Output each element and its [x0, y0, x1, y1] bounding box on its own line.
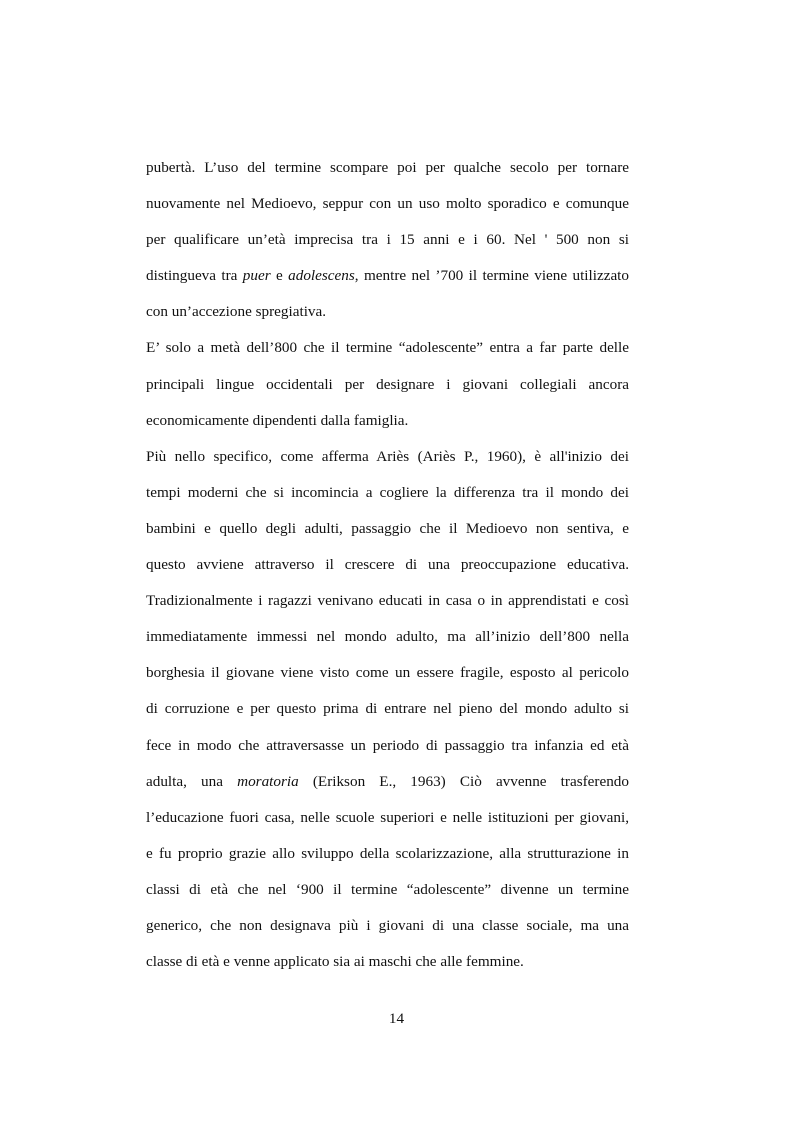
text-line: distingueva tra puer e adolescens, mentre nel ’700 il termine viene utilizzato [146, 267, 629, 285]
italic-term: moratoria [237, 772, 299, 790]
text-line: E’ solo a metà dell’800 che il termine “adolescente” entra a far parte delle [146, 339, 629, 357]
text-line: pubertà. L’uso del termine scompare poi per qualche secolo per tornare [146, 159, 629, 176]
text-line: Tradizionalmente i ragazzi venivano educati in casa o in apprendistati e così [146, 592, 629, 610]
text-line: principali lingue occidentali per designare i giovani collegiali ancora [146, 375, 629, 393]
text-line: questo avviene attraverso il crescere di una preoccupazione educativa. [146, 556, 629, 574]
text-line: Più nello specifico, come afferma Ariès (Ariès P., 1960), è all'inizio dei [146, 447, 629, 465]
text-line: tempi moderni che si incomincia a cogliere la differenza tra il mondo dei [146, 483, 629, 501]
italic-term: adolescens [288, 267, 355, 285]
text-line: fece in modo che attraversasse un periodo di passaggio tra infanzia ed età [146, 736, 629, 754]
text-line: economicamente dipendenti dalla famiglia. [146, 411, 409, 429]
text-line: borghesia il giovane viene visto come un essere fragile, esposto al pericolo [146, 664, 629, 682]
text-line: immediatamente immessi nel mondo adulto, ma all’inizio dell’800 nella [146, 628, 629, 646]
italic-term: puer [242, 267, 271, 285]
page-number: 14 [388, 1010, 405, 1027]
text-line: bambini e quello degli adulti, passaggio che il Medioevo non sentiva, e [146, 519, 629, 537]
text-line: nuovamente nel Medioevo, seppur con un uso molto sporadico e comunque [146, 195, 629, 213]
text-line: con un’accezione spregiativa. [146, 303, 327, 321]
text-line: per qualificare un’età imprecisa tra i 15 anni e i 60. Nel ' 500 non si [146, 231, 629, 249]
text-line: l’educazione fuori casa, nelle scuole superiori e nelle istituzioni per giovani, [146, 808, 629, 826]
body-text [146, 150, 629, 980]
text-line: generico, che non designava più i giovani di una classe sociale, ma una [146, 916, 629, 934]
text-line: classe di età e venne applicato sia ai maschi che alle femmine. [146, 953, 524, 971]
text-line: di corruzione e per questo prima di entrare nel pieno del mondo adulto si [146, 700, 629, 718]
text-line: adulta, una moratoria (Erikson E., 1963) Ciò avvenne trasferendo [146, 772, 629, 790]
text-line: e fu proprio grazie allo sviluppo della scolarizzazione, alla strutturazione in [146, 844, 629, 862]
text-line: classi di età che nel ‘900 il termine “adolescente” divenne un termine [146, 880, 629, 898]
